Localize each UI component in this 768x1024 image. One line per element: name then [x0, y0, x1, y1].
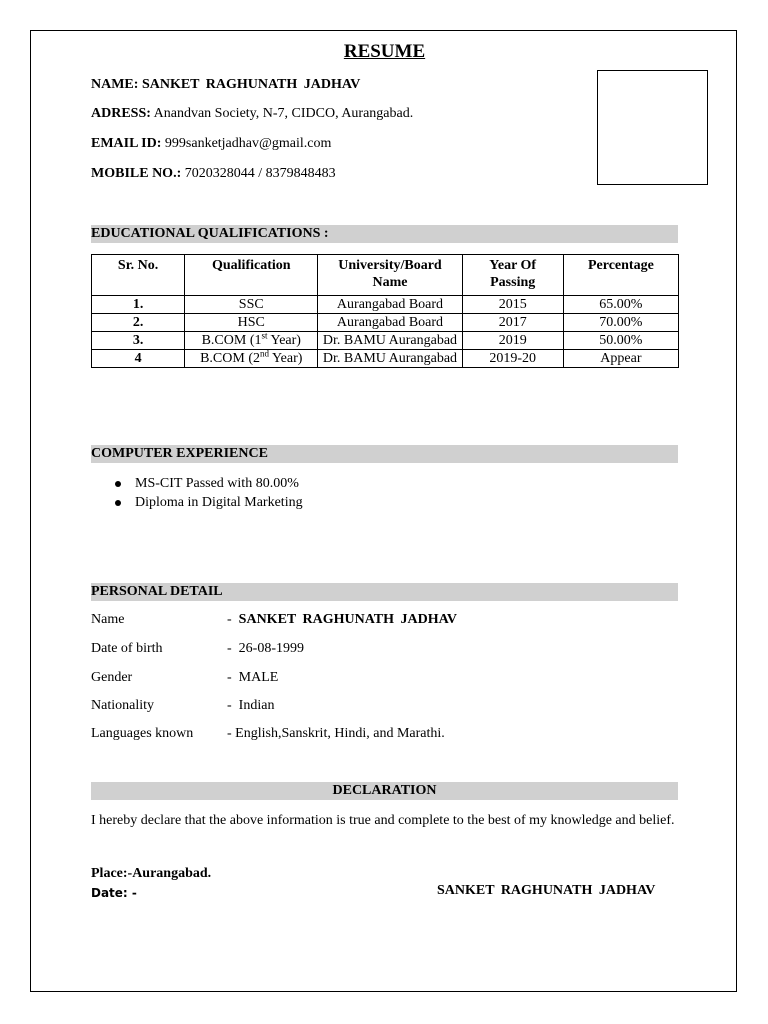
- personal-row-name: Name - SANKET RAGHUNATH JADHAV: [91, 612, 458, 627]
- cell-percentage: 70.00%: [563, 314, 678, 332]
- header-mobile-line: [91, 166, 336, 182]
- col-header-year: Year Of Passing: [462, 255, 563, 296]
- education-heading: EDUCATIONAL QUALIFICATIONS :: [91, 225, 678, 243]
- col-header-board: University/Board Name: [318, 255, 462, 296]
- mobile-label: MOBILE NO.:: [91, 166, 182, 181]
- bullet-icon: [115, 481, 121, 487]
- cell-qualification: B.COM (1st Year): [185, 332, 318, 350]
- signature-name: SANKET RAGHUNATH JADHAV: [437, 883, 656, 898]
- mobile-value: 7020328044 / 8379848483: [184, 166, 336, 181]
- cell-year: 2017: [462, 314, 563, 332]
- cell-sr: 4: [92, 350, 185, 368]
- table-row: [92, 296, 679, 314]
- cell-percentage: 65.00%: [563, 296, 678, 314]
- col-header-qualification: Qualification: [185, 255, 318, 296]
- header-name-line: [91, 77, 360, 93]
- computer-heading: COMPUTER EXPERIENCE: [91, 445, 678, 463]
- personal-row-gender: Gender - MALE: [91, 670, 279, 685]
- resume-page: [30, 30, 737, 992]
- list-item: MS-CIT Passed with 80.00%: [111, 474, 303, 493]
- declaration-heading: DECLARATION: [91, 782, 678, 800]
- computer-list: [111, 474, 303, 512]
- cell-year: 2019: [462, 332, 563, 350]
- personal-row-nationality: Nationality - Indian: [91, 698, 275, 713]
- cell-year: 2019-20: [462, 350, 563, 368]
- personal-row-dob: Date of birth - 26-08-1999: [91, 641, 304, 656]
- address-label: ADRESS:: [91, 106, 151, 121]
- cell-board: Aurangabad Board: [318, 314, 462, 332]
- table-row: [92, 332, 679, 350]
- photo-placeholder: [597, 70, 708, 185]
- table-row: [92, 350, 679, 368]
- cell-sr: 2.: [92, 314, 185, 332]
- resume-title: RESUME: [343, 41, 426, 62]
- cell-qualification: HSC: [185, 314, 318, 332]
- cell-percentage: Appear: [563, 350, 678, 368]
- list-item: Diploma in Digital Marketing: [111, 493, 303, 512]
- personal-row-languages: Languages known - English,Sanskrit, Hindi, and Marathi.: [91, 726, 445, 741]
- date-line: Date: -: [91, 886, 137, 900]
- cell-board: Dr. BAMU Aurangabad: [318, 332, 462, 350]
- cell-percentage: 50.00%: [563, 332, 678, 350]
- table-row: [92, 314, 679, 332]
- cell-qualification: B.COM (2nd Year): [185, 350, 318, 368]
- header-email-line: [91, 136, 331, 152]
- header-address-line: [91, 106, 413, 122]
- name-label: NAME:: [91, 77, 139, 92]
- col-header-percentage: Percentage: [563, 255, 678, 296]
- table-header-row: [92, 255, 679, 296]
- cell-board: Dr. BAMU Aurangabad: [318, 350, 462, 368]
- cell-qualification: SSC: [185, 296, 318, 314]
- declaration-text: I hereby declare that the above information is true and complete to the best of my knowledge and belief.: [91, 813, 675, 828]
- personal-heading: PERSONAL DETAIL: [91, 583, 678, 601]
- place-line: Place:-Aurangabad.: [91, 866, 212, 881]
- education-table: [91, 254, 679, 368]
- col-header-sr: Sr. No.: [92, 255, 185, 296]
- email-label: EMAIL ID:: [91, 136, 162, 151]
- address-value: Anandvan Society, N-7, CIDCO, Aurangabad.: [153, 106, 414, 121]
- email-value: 999sanketjadhav@gmail.com: [164, 136, 332, 151]
- cell-board: Aurangabad Board: [318, 296, 462, 314]
- cell-year: 2015: [462, 296, 563, 314]
- cell-sr: 3.: [92, 332, 185, 350]
- bullet-icon: [115, 500, 121, 506]
- cell-sr: 1.: [92, 296, 185, 314]
- name-value: SANKET RAGHUNATH JADHAV: [141, 77, 361, 92]
